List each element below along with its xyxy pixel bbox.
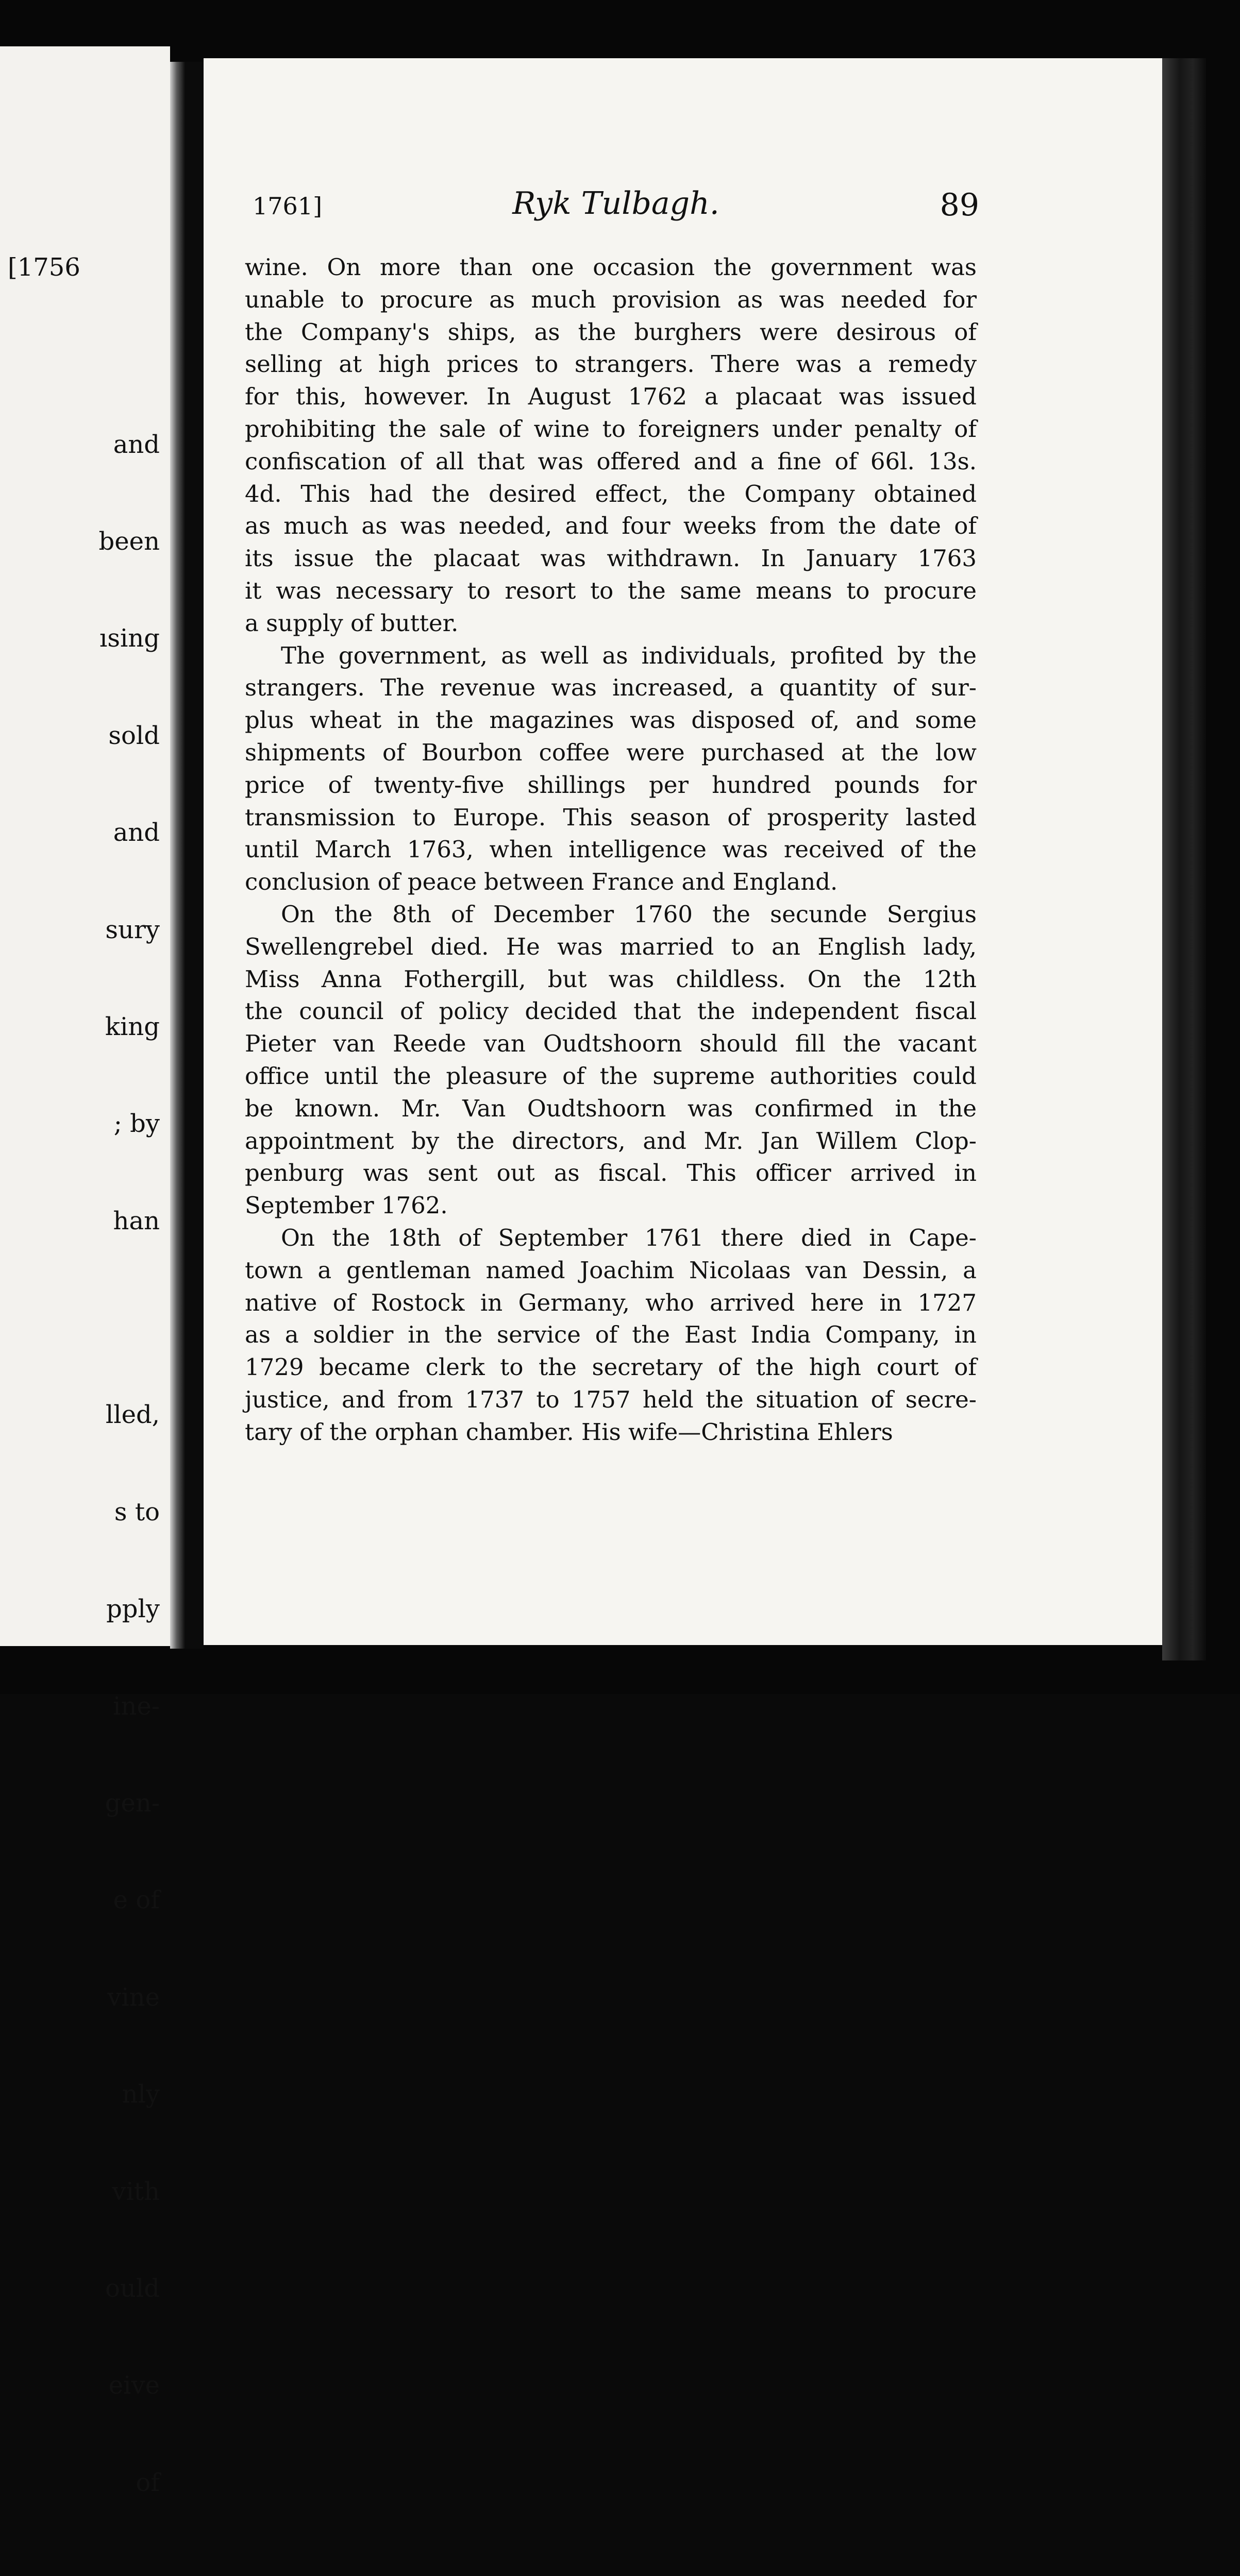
text-line: as a soldier in the service of the East India Company, in <box>245 1321 977 1349</box>
text-line: Swellengrebel died. He was married to an English lady, <box>245 933 977 960</box>
previous-page-line: sold <box>108 721 160 750</box>
header-title: Ryk Tulbagh. <box>512 185 719 222</box>
text-line: 1729 became clerk to the secretary of the high court of <box>245 1353 977 1381</box>
previous-page-line: gen- <box>105 1789 160 1818</box>
previous-page-line: sury <box>105 915 160 944</box>
previous-page-line: of <box>136 2468 160 2497</box>
page-body-text <box>245 251 977 1448</box>
previous-page-line: been <box>98 527 160 556</box>
text-line: September 1762. <box>245 1192 448 1219</box>
text-line: for this, however. In August 1762 a placaat was issued <box>245 383 977 411</box>
text-line: On the 8th of December 1760 the secunde Sergius <box>281 900 977 928</box>
text-line: conclusion of peace between France and England. <box>245 868 838 896</box>
previous-page-fragment <box>0 46 170 2497</box>
previous-page-line: s to <box>114 1497 160 1527</box>
previous-page-line: nly <box>122 2080 160 2109</box>
text-line: as much as was needed, and four weeks from the date of <box>245 512 977 540</box>
text-line: 4d. This had the desired effect, the Company obtained <box>245 480 977 507</box>
header-year: 1761] <box>253 192 323 220</box>
previous-page-line: eive <box>108 2371 160 2400</box>
text-line: appointment by the directors, and Mr. Jan Willem Clop- <box>245 1127 977 1155</box>
text-line: it was necessary to resort to the same means to procure <box>245 577 977 604</box>
text-line: shipments of Bourbon coffee were purchased at the low <box>245 738 977 766</box>
text-line: On the 18th of September 1761 there died in Cape- <box>281 1224 977 1251</box>
page-number: 89 <box>940 187 979 223</box>
previous-page-line: han <box>113 1206 160 1235</box>
text-line: plus wheat in the magazines was disposed of, and some <box>245 706 977 734</box>
previous-page-line: lled, <box>105 1400 160 1430</box>
text-line: prohibiting the sale of wine to foreigners under penalty of <box>245 415 977 443</box>
text-line: confiscation of all that was offered and a fine of 66l. 13s. <box>245 447 977 475</box>
previous-page-text <box>5 187 160 2576</box>
previous-page-line: ; by <box>113 1109 160 1139</box>
previous-page-line: and <box>113 430 160 459</box>
text-line: wine. On more than one occasion the government was <box>245 253 977 281</box>
previous-page-line: e of <box>113 1886 160 1915</box>
text-line: selling at high prices to strangers. There was a remedy <box>245 350 977 378</box>
text-line: transmission to Europe. This season of prosperity lasted <box>245 803 977 831</box>
previous-page-line: vith <box>112 2177 160 2206</box>
text-line: its issue the placaat was withdrawn. In January 1763 <box>245 545 977 572</box>
previous-page-line: and <box>113 818 160 848</box>
text-line: strangers. The revenue was increased, a quantity of sur- <box>245 674 977 702</box>
text-line: native of Rostock in Germany, who arrived here in 1727 <box>245 1289 977 1316</box>
running-header <box>253 183 979 224</box>
text-line: office until the pleasure of the supreme authorities could <box>245 1062 977 1090</box>
text-line: a supply of butter. <box>245 609 459 637</box>
book-gutter-shadow <box>170 62 204 1649</box>
text-line: justice, and from 1737 to 1757 held the situation of secre- <box>245 1385 977 1413</box>
previous-page-line: king <box>105 1012 160 1041</box>
previous-page-line: ine- <box>113 1691 160 1721</box>
text-line: tary of the orphan chamber. His wife—Christina Ehlers <box>245 1418 893 1446</box>
previous-page-line: pply <box>106 1595 160 1624</box>
text-line: The government, as well as individuals, profited by the <box>281 641 977 669</box>
text-line: be known. Mr. Van Oudtshoorn was confirmed in the <box>245 1094 977 1122</box>
previous-page-line: ould <box>105 2274 160 2303</box>
previous-page-line: ısing <box>99 624 160 653</box>
page-edge-shadow <box>1162 58 1206 1660</box>
text-line: Pieter van Reede van Oudtshoorn should fill the vacant <box>245 1030 977 1058</box>
text-line: penburg was sent out as fiscal. This officer arrived in <box>245 1159 977 1187</box>
text-line: the council of policy decided that the independent fiscal <box>245 997 977 1025</box>
text-line: unable to procure as much provision as was needed for <box>245 285 977 313</box>
previous-page-line: vine <box>107 1982 160 2012</box>
previous-page-header: [1756 <box>8 252 80 282</box>
text-line: Miss Anna Fothergill, but was childless. On the 12th <box>245 965 977 993</box>
text-line: until March 1763, when intelligence was received of the <box>245 836 977 863</box>
text-line: town a gentleman named Joachim Nicolaas van Dessin, a <box>245 1256 977 1284</box>
text-line: the Company's ships, as the burghers were desirous of <box>245 318 977 346</box>
text-line: price of twenty-five shillings per hundred pounds for <box>245 771 977 799</box>
